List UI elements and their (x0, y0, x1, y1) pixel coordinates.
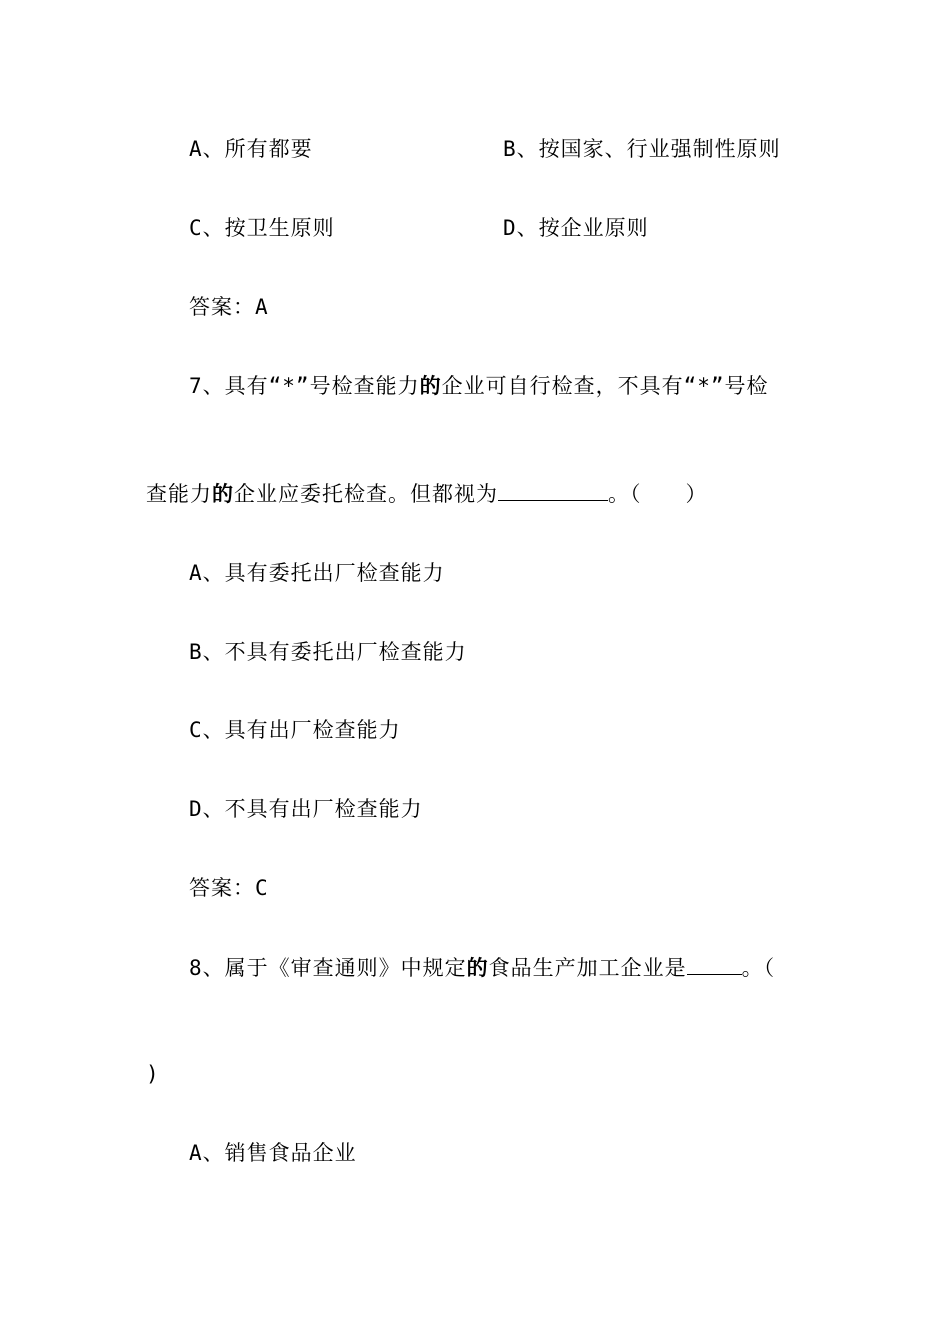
q7-text-part: 。（ ） (608, 482, 708, 506)
q8-question-line-1 (189, 955, 775, 981)
q8-answer-blank (687, 956, 742, 975)
q8-question-line-2: ) (146, 1062, 160, 1086)
q6-option-d: D、按企业原则 (503, 216, 649, 240)
q7-text-part: 企业可自行检查，不具有“*”号检 (441, 374, 769, 398)
q7-text-de: 的 (419, 374, 442, 398)
q7-option-c: C、具有出厂检查能力 (189, 718, 401, 742)
q6-option-c: C、按卫生原则 (189, 216, 335, 240)
q7-option-d: D、不具有出厂检查能力 (189, 797, 423, 821)
q8-text-part: 食品生产加工企业是 (488, 956, 687, 980)
q6-option-b: B、按国家、行业强制性原则 (503, 137, 781, 161)
q7-text-de: 的 (212, 482, 234, 506)
q8-option-a: A、销售食品企业 (189, 1141, 357, 1165)
q7-question-line-1 (189, 373, 769, 399)
q8-text-part: 。（ (741, 956, 776, 980)
q7-text-part: 企业应委托检查。但都视为 (234, 482, 498, 506)
q8-text-part: 8、属于《审查通则》中规定 (189, 956, 467, 980)
q7-answer: 答案：C (189, 876, 269, 900)
q8-text-de: 的 (466, 956, 489, 980)
q7-text-part: 查能力 (146, 482, 212, 506)
q6-answer: 答案：A (189, 295, 269, 319)
q7-answer-blank (498, 482, 608, 501)
q6-option-a: A、所有都要 (189, 137, 313, 161)
q7-text-part: 7、具有“*”号检查能力 (189, 374, 420, 398)
q7-question-line-2 (146, 481, 708, 507)
q7-option-b: B、不具有委托出厂检查能力 (189, 640, 467, 664)
q7-option-a: A、具有委托出厂检查能力 (189, 561, 445, 585)
